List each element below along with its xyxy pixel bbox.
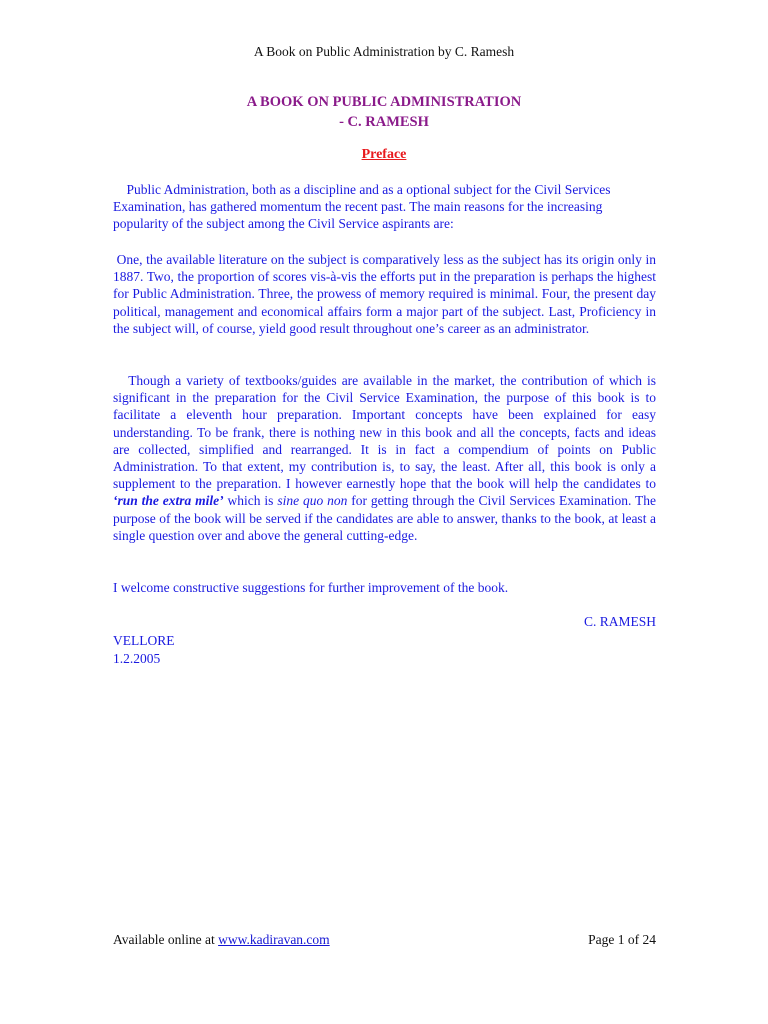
footer-available-text: Available online at bbox=[113, 932, 219, 947]
document-title-line1: A BOOK ON PUBLIC ADMINISTRATION bbox=[246, 94, 522, 110]
paragraph-3-emphasis: ‘run the extra mile’ bbox=[113, 493, 224, 509]
preface-heading bbox=[0, 147, 768, 163]
running-header: A Book on Public Administration by C. Ramesh bbox=[253, 44, 515, 59]
signature-block bbox=[113, 632, 175, 668]
paragraph-3 bbox=[113, 372, 656, 544]
paragraph-1 bbox=[113, 181, 656, 233]
paragraph-2 bbox=[113, 251, 656, 337]
signature-date: 1.2.2005 bbox=[113, 651, 161, 666]
document-title bbox=[0, 92, 768, 132]
paragraph-3-text-c: for getting through the Civil Services Examination. The purpose of the book will be served if the candidates are able to answer, thanks to the book, at least a single question over and above the general cutting-edge. bbox=[113, 493, 657, 543]
paragraph-3-text-a: Though a variety of textbooks/guides are available in the market, the contribution of which is significant in the preparation for the Civil Service Examination, the purpose of this book is to facilitate a eleventh hour preparation. Important concepts have been explained for easy understanding. To be frank, there is nothing new in this book and all the concepts, facts and ideas are collected, simplified and rearranged. It is in fact a compendium of points on Public Administration. To that extent, my contribution is, to say, the least. After all, this book is only a supplement to the preparation. I however earnestly hope that the book will help the candidates to bbox=[113, 373, 657, 492]
paragraph-3-italic: sine quo non bbox=[277, 493, 348, 509]
footer-website-link[interactable]: www.kadiravan.com bbox=[218, 932, 330, 947]
signature-name: C. RAMESH bbox=[583, 614, 656, 629]
paragraph-3-text-b: which is bbox=[223, 493, 278, 509]
paragraph-2-text: One, the available literature on the subject is comparatively less as the subject has its origin only in 1887. Two, the proportion of scores vis-à-vis the efforts put in the preparation is perhaps the highest for Public Administration. Three, the prowess of memory required is minimal. Four, the present day political, management and economical affairs form a major part of the subject. Last, Proficiency in the subject will, of course, yield good result throughout one’s career as an administrator. bbox=[113, 252, 657, 336]
signature-place: VELLORE bbox=[113, 633, 175, 648]
preface-heading-text: Preface bbox=[361, 147, 407, 162]
document-title-author: - C. RAMESH bbox=[339, 114, 429, 130]
footer-page-number: Page 1 of 24 bbox=[588, 932, 656, 947]
paragraph-4: I welcome constructive suggestions for further improvement of the book. bbox=[113, 580, 509, 595]
paragraph-1-text: Public Administration, both as a discipline and as a optional subject for the Civil Services Examination, has gathered momentum the recent past. The main reasons for the increasing popularity of the subject among the Civil Service aspirants are: bbox=[113, 182, 611, 232]
